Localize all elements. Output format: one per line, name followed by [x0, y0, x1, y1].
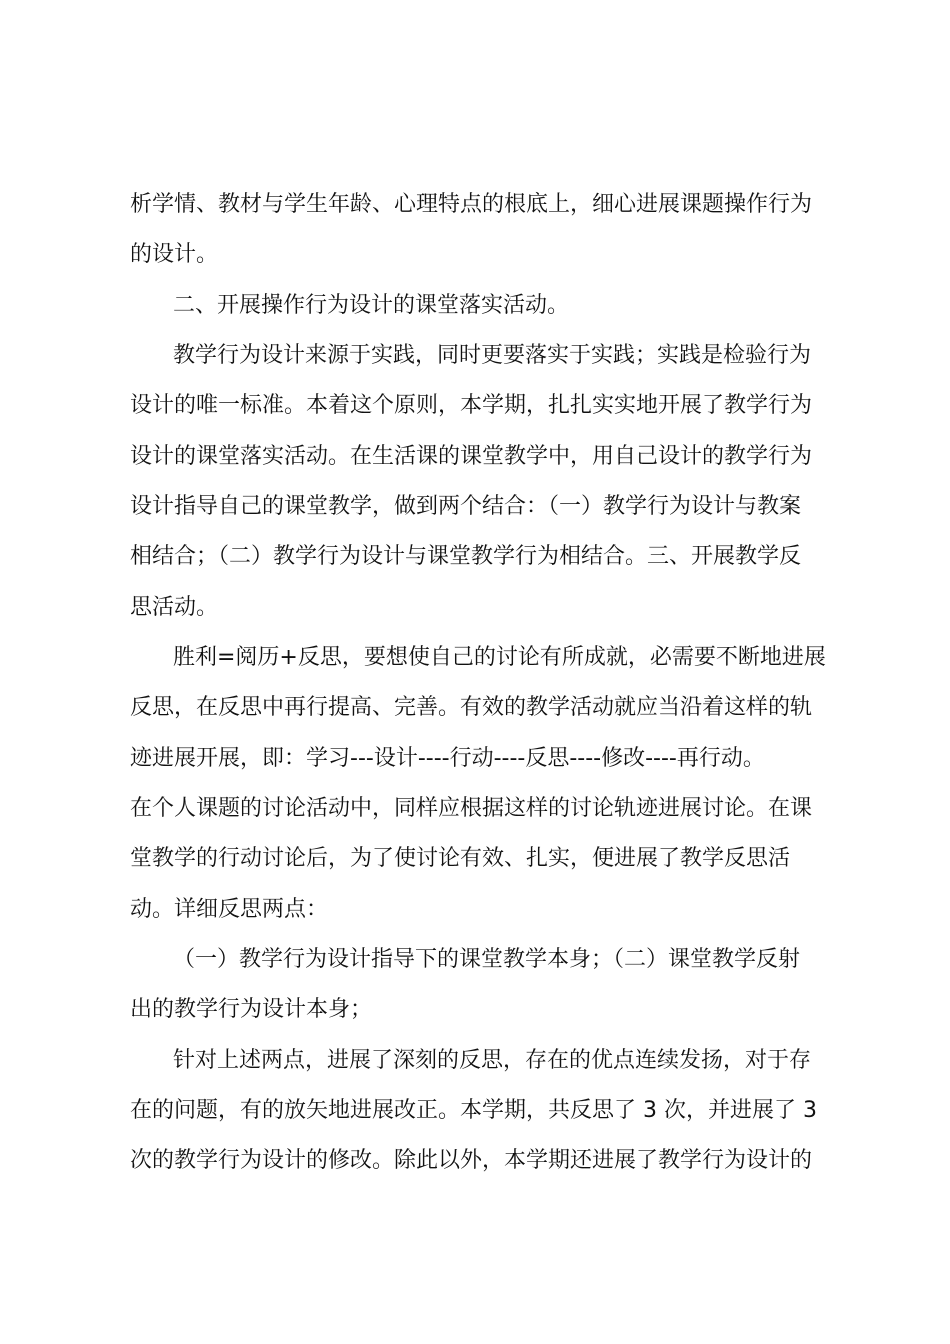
text-line: 在的问题，有的放矢地进展改正。本学期，共反思了 3 次，并进展了 3	[130, 1098, 817, 1123]
text-line: 出的教学行为设计本身；	[130, 997, 373, 1022]
text-line: 堂教学的行动讨论后，为了使讨论有效、扎实，便进展了教学反思活	[130, 846, 791, 871]
text-line: 设计指导自己的课堂教学，做到两个结合：（一）教学行为设计与教案	[130, 494, 802, 519]
section-heading: 二、开展操作行为设计的课堂落实活动。	[173, 293, 570, 318]
text-line: 胜利=阅历+反思，要想使自己的讨论有所成就，必需要不断地进展	[173, 645, 826, 670]
text-line: （一）教学行为设计指导下的课堂教学本身；（二）课堂教学反射	[173, 947, 801, 972]
text-line: 教学行为设计来源于实践，同时更要落实于实践；实践是检验行为	[173, 343, 812, 368]
text-line: 迹进展开展，即：学习---设计----行动----反思----修改----再行动。	[130, 746, 765, 771]
text-line: 析学情、教材与学生年龄、心理特点的根底上，细心进展课题操作行为	[130, 192, 813, 217]
text-line: 动。详细反思两点：	[130, 897, 329, 922]
text-line: 设计的唯一标准。本着这个原则，本学期，扎扎实实地开展了教学行为	[130, 393, 813, 418]
text-line: 针对上述两点，进展了深刻的反思，存在的优点连续发扬，对于存	[173, 1048, 812, 1073]
text-line: 的设计。	[130, 242, 219, 267]
text-line: 设计的课堂落实活动。在生活课的课堂教学中，用自己设计的教学行为	[130, 444, 813, 469]
text-line: 次的教学行为设计的修改。除此以外，本学期还进展了教学行为设计的	[130, 1148, 813, 1173]
text-line: 相结合；（二）教学行为设计与课堂教学行为相结合。三、开展教学反	[130, 544, 802, 569]
text-line: 思活动。	[130, 595, 219, 620]
text-line: 在个人课题的讨论活动中，同样应根据这样的讨论轨迹进展讨论。在课	[130, 796, 813, 821]
text-line: 反思，在反思中再行提高、完善。有效的教学活动就应当沿着这样的轨	[130, 695, 813, 720]
